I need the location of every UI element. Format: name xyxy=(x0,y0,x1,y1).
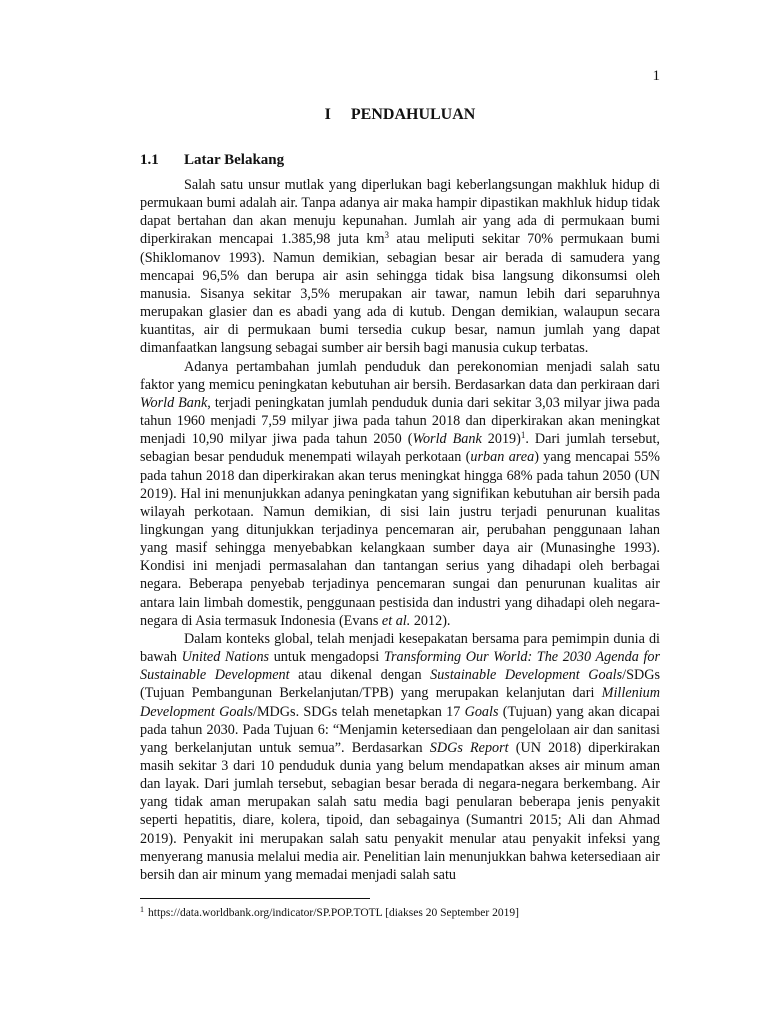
body-text xyxy=(140,176,660,884)
text-run: Salah satu unsur mutlak yang diperlukan bagi keberlangsungan makhluk hidup di permukaan bumi adalah air. Tanpa adanya air maka hampir dipastikan makhluk hidup tidak dapat bertahan dan akan menuju kepunahan. Jumlah air yang ada di permukaan bumi diperkirakan mencapai 1.385,98 juta km xyxy=(140,177,660,248)
text-run: Adanya pertambahan jumlah penduduk dan perekonomian menjadi salah satu faktor yang memicu peningkatan kebutuhan air bersih. Berdasarkan data dan perkiraan dari xyxy=(140,358,660,393)
text-run: untuk mengadopsi xyxy=(269,649,384,666)
text-run: , terjadi peningkatan jumlah penduduk dunia dari sekitar 3,03 milyar jiwa pada tahun 1960 menjadi 7,59 milyar jiwa pada tahun 2018 dan diperkirakan akan meningkat menjadi 10,90 milyar jiwa pada tahun 2050 ( xyxy=(140,394,660,448)
italic-text: Millenium Development Goals xyxy=(140,685,660,720)
footnote-divider xyxy=(140,898,370,899)
text-run: /MDGs. SDGs telah menetapkan 17 xyxy=(253,703,465,720)
text-run: (Tujuan) yang akan dicapai pada tahun 2030. Pada Tujuan 6: “Menjamin ketersediaan dan pengelolaan air dan sanitasi yang berkelanjutan untuk semua”. Berdasarkan xyxy=(140,703,660,756)
paragraph-3 xyxy=(140,630,660,884)
chapter-number: I xyxy=(324,106,331,123)
text-run: 2019) xyxy=(481,431,521,448)
footnote-marker: 1 xyxy=(140,905,144,914)
text-run: atau dikenal dengan xyxy=(289,667,431,684)
superscript-marker: 3 xyxy=(384,230,389,241)
italic-text: World Bank xyxy=(412,431,482,448)
footnote xyxy=(140,905,660,921)
italic-text: Goals xyxy=(464,703,499,720)
superscript-marker: 1 xyxy=(520,430,526,441)
text-run: ) yang mencapai 55% pada tahun 2018 dan diperkirakan akan terus meningkat hingga 68% pada tahun 2050 (UN 2019). Hal ini menunjukkan adanya peningkatan yang signifikan kebutuhan air bersih pada wilayah perkotaan. Namun demikian, di sisi lain justru terjadi penurunan kualitas lingkungan yang ditunjukkan terjadinya pencemaran air, perubahan penggunaan lahan yang masif sehingga menyebabkan kelangkaan sumber daya air (Munasinghe 1993). Kondisi ini menjadi permasalahan dan tantangan serius yang dihadapi oleh berbagai negara. Beberapa penyebab terjadinya pencemaran sungai dan penurunan kualitas air antara lain limbah domestik, penggunaan pestisida dan industri yang dihadapi oleh negara-negara di Asia termasuk Indonesia (Evans xyxy=(140,449,660,629)
text-run: Dalam konteks global, telah menjadi kesepakatan bersama para pemimpin dunia di bawah xyxy=(140,630,660,666)
footnote-text: https://data.worldbank.org/indicator/SP.POP.TOTL [diakses 20 September 2019] xyxy=(148,907,519,919)
paragraph-1 xyxy=(140,176,660,358)
section-title: Latar Belakang xyxy=(184,152,285,168)
italic-text: urban area xyxy=(470,449,535,466)
text-run: atau meliputi sekitar 70% permukaan bumi (Shiklomanov 1993). Namun demikian, sebagian besar air berada di samudera yang mencapai 96,5% dan berupa air asin sehingga tidak bisa langsung dikonsumsi oleh manusia. Sisanya sekitar 3,5% merupakan air tawar, namun lebih dari separuhnya merupakan glasier dan es abadi yang ada di kutub. Dengan demikian, walaupun secara kuantitas, air di permukaan bumi tersedia cukup besar, namun jumlah yang dapat dimanfaatkan langsung sebagai sumber air bersih bagi manusia cukup terbatas. xyxy=(140,231,661,357)
italic-text: Sustainable Development Goals xyxy=(430,667,623,684)
italic-text: Transforming Our World: The 2030 Agenda for Sustainable Development xyxy=(140,649,660,684)
chapter-title: PENDAHULUAN xyxy=(350,106,476,123)
text-run: 2012). xyxy=(410,612,451,629)
italic-text: SDGs Report xyxy=(429,739,509,756)
chapter-heading xyxy=(140,104,660,126)
italic-text: World Bank xyxy=(140,394,208,411)
italic-text: et al. xyxy=(381,612,411,629)
section-number: 1.1 xyxy=(140,152,159,168)
text-run: /SDGs (Tujuan Pembangunan Berkelanjutan/TPB) yang merupakan kelanjutan dari xyxy=(140,667,660,702)
page-number: 1 xyxy=(652,68,660,84)
italic-text: United Nations xyxy=(181,649,270,666)
text-run: . Dari jumlah tersebut, sebagian besar penduduk menempati wilayah perkotaan ( xyxy=(140,431,660,466)
section-heading xyxy=(140,150,660,170)
text-run: (UN 2018) diperkirakan masih sekitar 3 dari 10 penduduk dunia yang belum mendapatkan akses air minum aman dan layak. Dari jumlah tersebut, sebagian besar berada di negara-negara berkembang. Air yang tidak aman merupakan salah satu media bagi penularan beberapa jenis penyakit seperti hepatitis, diare, kolera, tipoid, dan sebagainya (Sumantri 2015; Ali dan Ahmad 2019). Penyakit ini merupakan salah satu penyakit menular atau penyakit infeksi yang menyerang manusia melalui media air. Penelitian lain menunjukkan bahwa ketersediaan air bersih dan air minum yang memadai menjadi salah satu xyxy=(140,739,661,883)
paragraph-2 xyxy=(140,358,660,630)
